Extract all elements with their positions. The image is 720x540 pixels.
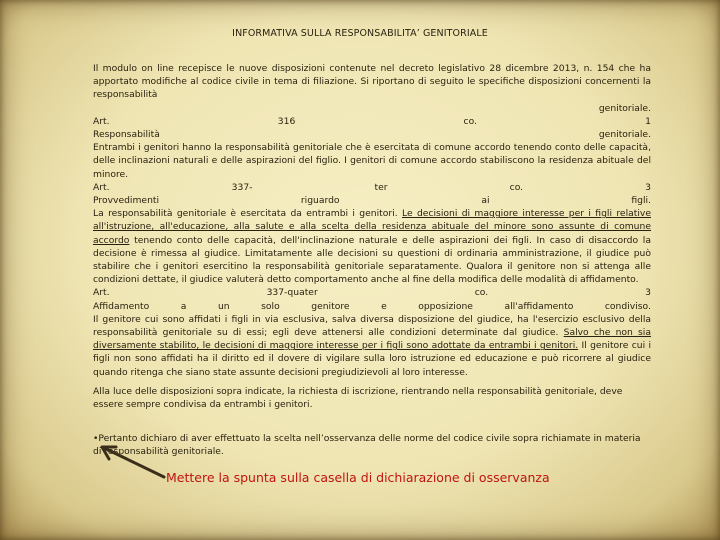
art337ter-text: La responsabilità genitoriale è esercitata da entrambi i genitori. Le decisioni di maggiore interesse per i figli relative all'istruzione, all'educazione, alla salute e alla scelta della residenza abituale del minore sono assunte di comune accordo tenendo conto delle capacità, dell'inclinazione naturale e delle aspirazioni dei figli. In caso di disaccordo la decisione è rimessa al giudice. Limitatamente alle decisioni su questioni di ordinaria amministrazione, il giudice può stabilire che i genitori esercitino la responsabilità genitoriale separatamente. Qualora il genitore non si attenga alle condizioni dettate, il giudice valuterà detto comportamento anche al fine della modifica delle modalità di affidamento. [93, 208, 652, 286]
shared-decision-note: Alla luce delle disposizioni sopra indicate, la richiesta di iscrizione, rientrando nella responsabilità genitoriale, deve essere sempre condivisa da entrambi i genitori. [93, 386, 623, 411]
arrow-pointer-icon [96, 443, 166, 483]
art337ter-reference: Art. 337- ter co. 3 [93, 181, 651, 193]
declaration-text: •Pertanto dichiaro di aver effettuato la scelta nell’osservanza delle norme del codice civile sopra richiamate in materia di responsabilità genitoriale. [93, 433, 641, 458]
art316-heading: Responsabilità genitoriale. [93, 129, 651, 141]
instruction-callout: Mettere la spunta sulla casella di dichiarazione di osservanza [166, 470, 550, 485]
art316-text: Entrambi i genitori hanno la responsabilità genitoriale che è esercitata di comune accordo tenendo conto delle capacità, delle inclinazioni naturali e delle aspirazioni del figlio. I genitori di comune accordo stabiliscono la residenza abituale del minore. [93, 142, 651, 180]
art337quater-text: Il genitore cui sono affidati i figli in via esclusiva, salva diversa disposizione del giudice, ha l'esercizio esclusivo della responsabilità genitoriale su di essi; egli deve attenersi alle condizioni determinate dal giudice. Salvo che non sia diversamente stabilito, le decisioni di maggiore interesse per i figli sono adottate da entrambi i genitori. Il genitore cui i figli non sono affidati ha il diritto ed il dovere di vigilare sulla loro istruzione ed educazione e può ricorrere al giudice quando ritenga che siano state assunte decisioni pregiudizievoli al loro interesse. [93, 313, 652, 378]
art337ter-heading: Provvedimenti riguardo ai figli. [93, 195, 651, 207]
document-title: INFORMATIVA SULLA RESPONSABILITA’ GENITORIALE [232, 28, 488, 39]
art337quater-reference: Art. 337-quater co. 3 [93, 287, 651, 299]
document-body [93, 62, 651, 379]
art337quater-heading: Affidamento a un solo genitore e opposizione all'affidamento condiviso. [93, 300, 651, 312]
intro-end-line: genitoriale. [598, 102, 651, 114]
art316-reference: Art. 316 co. 1 [93, 115, 651, 127]
intro-paragraph: Il modulo on line recepisce le nuove disposizioni contenute nel decreto legislativo 28 dicembre 2013, n. 154 che ha apportato modifiche al codice civile in tema di filiazione. Si riportano di seguito le specifiche disposizioni concernenti la responsabilità [93, 63, 651, 101]
